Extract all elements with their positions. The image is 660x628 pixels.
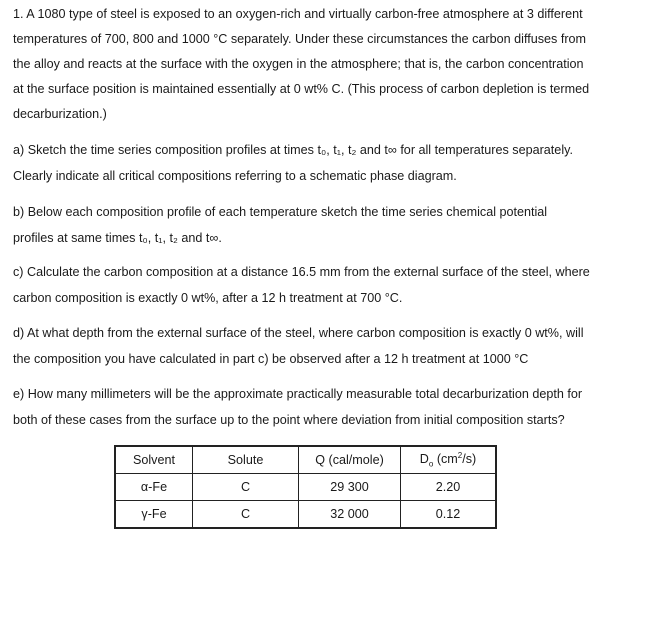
table-row	[115, 501, 496, 529]
text-line: Clearly indicate all critical compositions referring to a schematic phase diagram.	[13, 169, 457, 183]
text-line: the composition you have calculated in part c) be observed after a 12 h treatment at 1000 °C	[13, 352, 529, 366]
header-q: Q (cal/mole)	[299, 446, 401, 474]
d-subscript: o	[428, 459, 434, 469]
d-unit-exponent: 2	[457, 451, 463, 461]
header-solute: Solute	[193, 446, 299, 474]
text-line: b) Below each composition profile of each temperature sketch the time series chemical potential	[13, 205, 548, 219]
cell-d0: 0.12	[401, 501, 497, 529]
d-unit-tail: /s)	[462, 452, 477, 467]
text-line: carbon composition is exactly 0 wt%, after a 12 h treatment at 700 °C.	[13, 291, 403, 305]
cell-solute: C	[193, 501, 299, 529]
header-solvent: Solvent	[115, 446, 193, 474]
table-header-row	[115, 446, 496, 474]
cell-q: 29 300	[299, 474, 401, 501]
cell-solvent: γ-Fe	[115, 501, 193, 529]
cell-d0: 2.20	[401, 474, 497, 501]
cell-q: 32 000	[299, 501, 401, 529]
d-unit: (cm	[436, 452, 458, 467]
text-line: e) How many millimeters will be the approximate practically measurable total decarburization depth for	[13, 387, 583, 401]
text-line: both of these cases from the surface up to the point where deviation from initial composition starts?	[13, 413, 565, 427]
text-line: the alloy and reacts at the surface with the oxygen in the atmosphere; that is, the carbon concentration	[13, 57, 584, 71]
text-line: at the surface position is maintained essentially at 0 wt% C. (This process of carbon depletion is termed	[13, 82, 590, 96]
header-d0	[401, 446, 497, 474]
text-line: decarburization.)	[13, 107, 107, 121]
diffusion-data-table	[114, 445, 497, 529]
text-line: c) Calculate the carbon composition at a distance 16.5 mm from the external surface of the steel, where	[13, 265, 590, 279]
text-line: temperatures of 700, 800 and 1000 °C separately. Under these circumstances the carbon diffuses from	[13, 32, 587, 46]
text-line: profiles at same times t₀, t₁, t₂ and t∞.	[13, 231, 222, 245]
text-line: 1. A 1080 type of steel is exposed to an oxygen-rich and virtually carbon-free atmosphere at 3 different	[13, 7, 583, 21]
cell-solvent: α-Fe	[115, 474, 193, 501]
table-row	[115, 474, 496, 501]
text-line: d) At what depth from the external surface of the steel, where carbon composition is exactly 0 wt%, will	[13, 326, 584, 340]
cell-solute: C	[193, 474, 299, 501]
text-line: a) Sketch the time series composition profiles at times t₀, t₁, t₂ and t∞ for all temperatures separately.	[13, 143, 573, 157]
d-symbol: D	[419, 452, 429, 467]
